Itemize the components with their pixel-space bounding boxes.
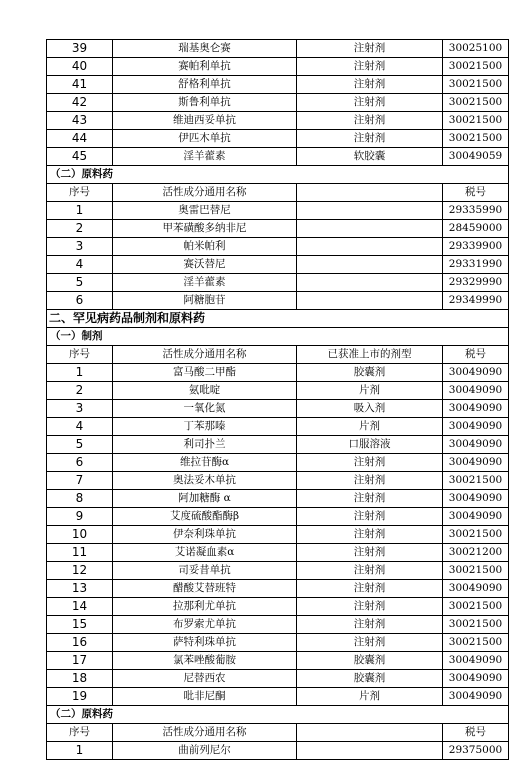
tariff-code-cell: 30021200 <box>443 544 509 562</box>
dosage-form-cell: 片剂 <box>297 688 443 706</box>
header-drug-name: 活性成分通用名称 <box>113 346 297 364</box>
tariff-code-cell: 30021500 <box>443 112 509 130</box>
table-row <box>47 454 509 472</box>
serial-number-cell: 6 <box>47 292 113 310</box>
dosage-form-cell: 注射剂 <box>297 58 443 76</box>
serial-number-cell: 39 <box>47 40 113 58</box>
drug-name-cell: 丁苯那嗪 <box>113 418 297 436</box>
serial-number-cell: 4 <box>47 256 113 274</box>
table-row <box>47 508 509 526</box>
serial-number-cell: 42 <box>47 94 113 112</box>
drug-name-cell: 拉那利尤单抗 <box>113 598 297 616</box>
tariff-code-cell: 30049090 <box>443 418 509 436</box>
dosage-form-cell: 吸入剂 <box>297 400 443 418</box>
table-row <box>47 670 509 688</box>
drug-name-cell: 醋酸艾替班特 <box>113 580 297 598</box>
drug-name-cell: 尼替西农 <box>113 670 297 688</box>
dosage-form-cell: 注射剂 <box>297 526 443 544</box>
header-tariff-code: 税号 <box>443 184 509 202</box>
serial-number-cell: 13 <box>47 580 113 598</box>
table-row <box>47 742 509 760</box>
tariff-code-cell: 30049059 <box>443 148 509 166</box>
serial-number-cell: 43 <box>47 112 113 130</box>
drug-name-cell: 舒格利单抗 <box>113 76 297 94</box>
table-row <box>47 634 509 652</box>
tariff-code-cell: 30021500 <box>443 94 509 112</box>
drug-name-cell: 帕米帕利 <box>113 238 297 256</box>
dosage-form-cell: 口服溶液 <box>297 436 443 454</box>
tariff-code-cell: 30021500 <box>443 616 509 634</box>
subsection-title-row <box>47 166 509 184</box>
table-row <box>47 148 509 166</box>
serial-number-cell: 19 <box>47 688 113 706</box>
serial-number-cell: 4 <box>47 418 113 436</box>
tariff-code-cell: 30021500 <box>443 76 509 94</box>
drug-name-cell: 艾诺凝血素α <box>113 544 297 562</box>
tariff-code-cell: 30049090 <box>443 670 509 688</box>
tariff-code-cell: 29375000 <box>443 742 509 760</box>
serial-number-cell: 44 <box>47 130 113 148</box>
serial-number-cell: 1 <box>47 742 113 760</box>
subsection-title: （二）原料药 <box>47 706 509 724</box>
table-row <box>47 652 509 670</box>
table-row <box>47 220 509 238</box>
header-serial: 序号 <box>47 346 113 364</box>
serial-number-cell: 12 <box>47 562 113 580</box>
header-serial: 序号 <box>47 724 113 742</box>
drug-name-cell: 吡非尼酮 <box>113 688 297 706</box>
empty-cell <box>297 202 443 220</box>
empty-cell <box>297 238 443 256</box>
tariff-code-cell: 30025100 <box>443 40 509 58</box>
tariff-code-cell: 30049090 <box>443 490 509 508</box>
table-row <box>47 526 509 544</box>
subsection-title: （二）原料药 <box>47 166 509 184</box>
table-row <box>47 382 509 400</box>
tariff-code-cell: 30021500 <box>443 598 509 616</box>
drug-name-cell: 维拉苷酶α <box>113 454 297 472</box>
tariff-code-cell: 30049090 <box>443 580 509 598</box>
drug-name-cell: 瑞基奥仑赛 <box>113 40 297 58</box>
drug-name-cell: 伊奈利珠单抗 <box>113 526 297 544</box>
dosage-form-cell: 胶囊剂 <box>297 364 443 382</box>
section-title-row <box>47 310 509 328</box>
drug-name-cell: 司妥昔单抗 <box>113 562 297 580</box>
empty-cell <box>297 274 443 292</box>
serial-number-cell: 11 <box>47 544 113 562</box>
serial-number-cell: 18 <box>47 670 113 688</box>
table-row <box>47 274 509 292</box>
tariff-code-cell: 30021500 <box>443 562 509 580</box>
tariff-code-cell: 30021500 <box>443 472 509 490</box>
drug-list-table <box>46 39 509 760</box>
serial-number-cell: 5 <box>47 274 113 292</box>
header-drug-name: 活性成分通用名称 <box>113 724 297 742</box>
table-row <box>47 400 509 418</box>
serial-number-cell: 3 <box>47 238 113 256</box>
drug-name-cell: 赛帕利单抗 <box>113 58 297 76</box>
serial-number-cell: 7 <box>47 472 113 490</box>
table-row <box>47 598 509 616</box>
drug-name-cell: 富马酸二甲酯 <box>113 364 297 382</box>
header-empty <box>297 184 443 202</box>
serial-number-cell: 15 <box>47 616 113 634</box>
drug-name-cell: 维迪西妥单抗 <box>113 112 297 130</box>
header-tariff-code: 税号 <box>443 724 509 742</box>
serial-number-cell: 2 <box>47 382 113 400</box>
table-header-row <box>47 724 509 742</box>
table-row <box>47 238 509 256</box>
drug-name-cell: 艾度硫酸酯酶β <box>113 508 297 526</box>
table-row <box>47 688 509 706</box>
tariff-code-cell: 30021500 <box>443 130 509 148</box>
table-body <box>47 40 509 760</box>
dosage-form-cell: 注射剂 <box>297 598 443 616</box>
drug-name-cell: 萨特利珠单抗 <box>113 634 297 652</box>
drug-name-cell: 一氧化氮 <box>113 400 297 418</box>
table-row <box>47 292 509 310</box>
table-header-row <box>47 346 509 364</box>
serial-number-cell: 10 <box>47 526 113 544</box>
subsection-title-row <box>47 706 509 724</box>
dosage-form-cell: 注射剂 <box>297 454 443 472</box>
header-empty <box>297 724 443 742</box>
serial-number-cell: 45 <box>47 148 113 166</box>
dosage-form-cell: 注射剂 <box>297 562 443 580</box>
tariff-code-cell: 29329990 <box>443 274 509 292</box>
dosage-form-cell: 胶囊剂 <box>297 652 443 670</box>
dosage-form-cell: 软胶囊 <box>297 148 443 166</box>
tariff-code-cell: 30049090 <box>443 652 509 670</box>
serial-number-cell: 14 <box>47 598 113 616</box>
table-row <box>47 130 509 148</box>
empty-cell <box>297 742 443 760</box>
drug-name-cell: 布罗索尤单抗 <box>113 616 297 634</box>
table-row <box>47 94 509 112</box>
serial-number-cell: 9 <box>47 508 113 526</box>
dosage-form-cell: 注射剂 <box>297 112 443 130</box>
subsection-title-row <box>47 328 509 346</box>
table-row <box>47 58 509 76</box>
dosage-form-cell: 注射剂 <box>297 616 443 634</box>
header-tariff-code: 税号 <box>443 346 509 364</box>
dosage-form-cell: 片剂 <box>297 382 443 400</box>
table-header-row <box>47 184 509 202</box>
dosage-form-cell: 片剂 <box>297 418 443 436</box>
drug-name-cell: 曲前列尼尔 <box>113 742 297 760</box>
dosage-form-cell: 注射剂 <box>297 580 443 598</box>
table-row <box>47 436 509 454</box>
serial-number-cell: 8 <box>47 490 113 508</box>
dosage-form-cell: 注射剂 <box>297 544 443 562</box>
table-row <box>47 40 509 58</box>
dosage-form-cell: 注射剂 <box>297 634 443 652</box>
drug-name-cell: 氨吡啶 <box>113 382 297 400</box>
drug-name-cell: 阿加糖酶 α <box>113 490 297 508</box>
table-row <box>47 418 509 436</box>
dosage-form-cell: 注射剂 <box>297 130 443 148</box>
tariff-code-cell: 30021500 <box>443 526 509 544</box>
drug-name-cell: 利司扑兰 <box>113 436 297 454</box>
dosage-form-cell: 注射剂 <box>297 94 443 112</box>
serial-number-cell: 1 <box>47 202 113 220</box>
empty-cell <box>297 292 443 310</box>
table-row <box>47 616 509 634</box>
tariff-code-cell: 29339900 <box>443 238 509 256</box>
tariff-code-cell: 30049090 <box>443 454 509 472</box>
drug-name-cell: 斯鲁利单抗 <box>113 94 297 112</box>
dosage-form-cell: 注射剂 <box>297 508 443 526</box>
subsection-title: （一）制剂 <box>47 328 509 346</box>
table-row <box>47 256 509 274</box>
table-row <box>47 112 509 130</box>
empty-cell <box>297 256 443 274</box>
serial-number-cell: 16 <box>47 634 113 652</box>
tariff-code-cell: 30049090 <box>443 382 509 400</box>
drug-name-cell: 淫羊藿素 <box>113 274 297 292</box>
dosage-form-cell: 注射剂 <box>297 490 443 508</box>
tariff-code-cell: 30049090 <box>443 688 509 706</box>
dosage-form-cell: 胶囊剂 <box>297 670 443 688</box>
tariff-code-cell: 30049090 <box>443 400 509 418</box>
serial-number-cell: 5 <box>47 436 113 454</box>
serial-number-cell: 41 <box>47 76 113 94</box>
serial-number-cell: 17 <box>47 652 113 670</box>
serial-number-cell: 6 <box>47 454 113 472</box>
dosage-form-cell: 注射剂 <box>297 472 443 490</box>
tariff-code-cell: 29331990 <box>443 256 509 274</box>
drug-name-cell: 伊匹木单抗 <box>113 130 297 148</box>
table-row <box>47 490 509 508</box>
serial-number-cell: 1 <box>47 364 113 382</box>
drug-name-cell: 甲苯磺酸多纳非尼 <box>113 220 297 238</box>
header-dosage-form: 已获准上市的剂型 <box>297 346 443 364</box>
serial-number-cell: 2 <box>47 220 113 238</box>
drug-name-cell: 奥雷巴替尼 <box>113 202 297 220</box>
drug-name-cell: 赛沃替尼 <box>113 256 297 274</box>
tariff-code-cell: 30021500 <box>443 634 509 652</box>
table-row <box>47 562 509 580</box>
table-row <box>47 472 509 490</box>
table-row <box>47 76 509 94</box>
table-row <box>47 544 509 562</box>
drug-name-cell: 奥法妥木单抗 <box>113 472 297 490</box>
table-row <box>47 364 509 382</box>
tariff-code-cell: 29335990 <box>443 202 509 220</box>
tariff-code-cell: 30021500 <box>443 58 509 76</box>
serial-number-cell: 40 <box>47 58 113 76</box>
drug-name-cell: 淫羊藿素 <box>113 148 297 166</box>
dosage-form-cell: 注射剂 <box>297 40 443 58</box>
drug-name-cell: 氯苯唑酸葡胺 <box>113 652 297 670</box>
tariff-code-cell: 29349990 <box>443 292 509 310</box>
table-row <box>47 580 509 598</box>
dosage-form-cell: 注射剂 <box>297 76 443 94</box>
serial-number-cell: 3 <box>47 400 113 418</box>
tariff-code-cell: 28459000 <box>443 220 509 238</box>
table-row <box>47 202 509 220</box>
tariff-code-cell: 30049090 <box>443 436 509 454</box>
section-title: 二、罕见病药品制剂和原料药 <box>47 310 509 328</box>
empty-cell <box>297 220 443 238</box>
header-serial: 序号 <box>47 184 113 202</box>
drug-name-cell: 阿糖胞苷 <box>113 292 297 310</box>
tariff-code-cell: 30049090 <box>443 508 509 526</box>
header-drug-name: 活性成分通用名称 <box>113 184 297 202</box>
tariff-code-cell: 30049090 <box>443 364 509 382</box>
